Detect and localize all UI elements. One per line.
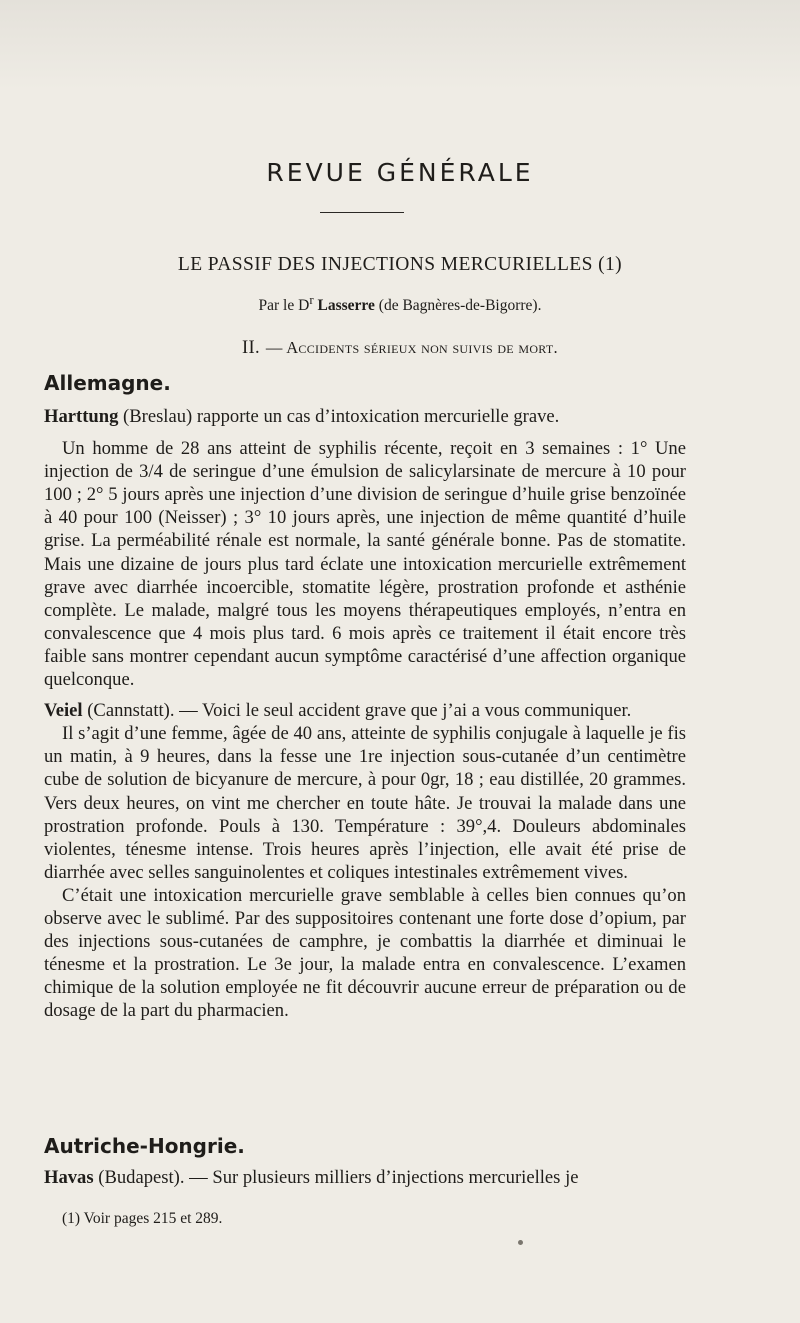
author-veiel: Veiel xyxy=(44,700,83,722)
byline-prefix: Par le D xyxy=(258,297,310,315)
author-havas: Havas xyxy=(44,1167,94,1188)
byline xyxy=(0,292,800,315)
title-rule xyxy=(320,212,404,213)
paragraph-case-1: Un homme de 28 ans atteint de syphilis récente, reçoit en 3 semaines : 1° Une injection de 3/4 de seringue d’une émulsion de salicylarsinate de mercure à 10 pour 100 ; 2° 5 jours après une injection d’une division de seringue d’huile grise benzoïnée à 40 pour 100 (Neisser) ; 3° 10 jours après, une injection de même quantité d’huile grise. La perméabilité rénale est normale, la santé générale bonne. Pas de stomatite. Mais une dizaine de jours plus tard éclate une intoxication mercurielle extrêmement grave avec diarrhée incoercible, stomatite légère, prostration profonde et asthénie complète. Le malade, malgré tous les moyens thérapeutiques employés, n’entra en convalescence que 4 mois plus tard. 6 mois après ce traitement il était encore très faible sans montrer cependant aucun symptôme caractérisé d’une affection organique quelconque. xyxy=(44,438,686,691)
subsection-label: — Accidents sérieux non suivis de mort. xyxy=(265,338,558,357)
body-germany xyxy=(44,405,686,1022)
byline-sup: r xyxy=(309,292,314,307)
page-top-shade xyxy=(0,0,800,90)
author-harttung: Harttung xyxy=(44,406,119,427)
country-heading-austria-hungary: Autriche-Hongrie. xyxy=(44,1134,245,1158)
paragraph-text: (Budapest). — Sur plusieurs milliers d’injections mercurielles je xyxy=(98,1167,579,1188)
subsection-title xyxy=(0,338,800,359)
paragraph-havas xyxy=(44,1166,686,1189)
byline-suffix: (de Bagnères-de-Bigorre). xyxy=(378,297,542,315)
paragraph-harttung xyxy=(44,405,686,428)
paragraph-case-2-conclusion: C’était une intoxication mercurielle grave semblable à celles bien connues qu’on observe avec le sublimé. Par des suppositoires contenant une forte dose d’opium, par des injections sous-cutanées de camphre, je combattis la diarrhée et diminuai le ténesme et la prostration. Le 3e jour, la malade entra en convalescence. L’examen chimique de la solution employée ne fit découvrir aucune erreur de préparation ou de dosage de la part du pharmacien. xyxy=(44,884,686,1022)
footnote: (1) Voir pages 215 et 289. xyxy=(62,1210,223,1227)
country-heading-germany: Allemagne. xyxy=(44,371,171,395)
ink-speck xyxy=(518,1240,523,1245)
body-austria-hungary xyxy=(44,1166,686,1189)
author-name: Lasserre xyxy=(317,297,375,315)
subsection-number: II. xyxy=(242,338,260,358)
paragraph-text: (Cannstatt). — Voici le seul accident grave que j’ai a vous communiquer. xyxy=(87,700,632,722)
paragraph-text: (Breslau) rapporte un cas d’intoxication mercurielle grave. xyxy=(123,406,560,427)
article-title: LE PASSIF DES INJECTIONS MERCURIELLES (1) xyxy=(177,254,623,275)
paragraph-veiel xyxy=(44,699,686,722)
paragraph-case-2: Il s’agit d’une femme, âgée de 40 ans, atteinte de syphilis conjugale à laquelle je fis un matin, à 9 heures, dans la fesse une 1re injection sous-cutanée d’un centimètre cube de solution de bicyanure de mercure, à pour 0gr, 18 ; eau distillée, 20 grammes. Vers deux heures, on vint me chercher en toute hâte. Je trouvai la malade dans une prostration profonde. Pouls à 130. Température : 39°,4. Douleurs abdominales violentes, ténesme intense. Trois heures après l’injection, elle avait été prise de diarrhée avec selles sanguinolentes et coliques intestinales extrêmement vives. xyxy=(44,723,686,883)
section-heading: REVUE GÉNÉRALE xyxy=(266,158,534,187)
